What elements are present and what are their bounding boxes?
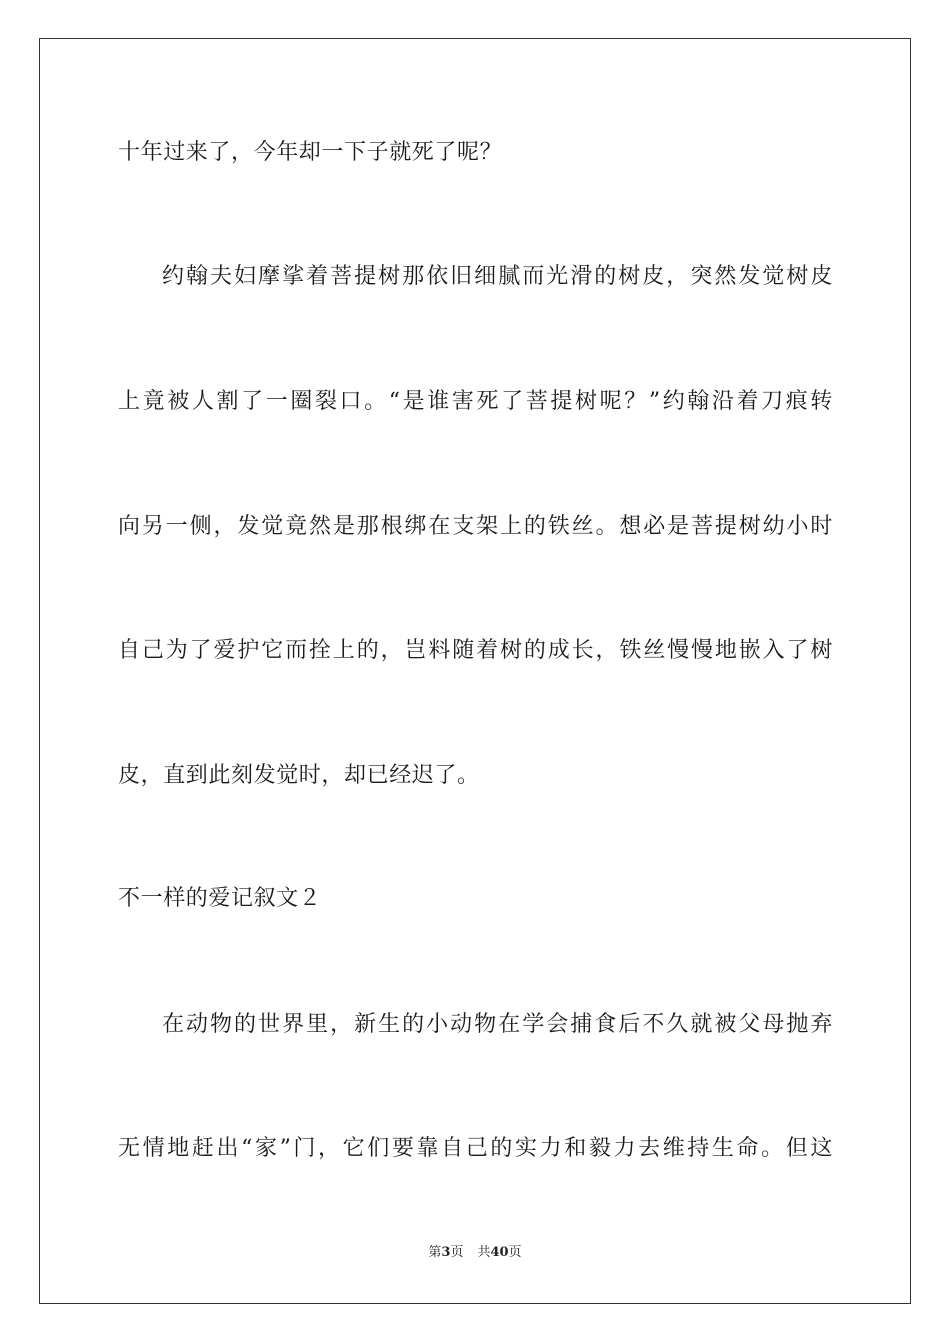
paragraph-1-line-1: 约翰夫妇摩挲着菩提树那依旧细腻而光滑的树皮，突然发觉树皮: [162, 264, 833, 289]
total-pages: 40: [490, 1245, 509, 1260]
paragraph-1-line-2: 上竟被人割了一圈裂口。“是谁害死了菩提树呢？”约翰沿着刀痕转: [118, 389, 833, 414]
page-number: 3: [441, 1245, 451, 1260]
section-heading: 不一样的爱记叙文２: [118, 886, 322, 911]
paragraph-2-line-2: 无情地赶出“家”门，它们要靠自己的实力和毅力去维持生命。但这: [118, 1136, 833, 1161]
paragraph-1-line-4: 自己为了爱护它而拴上的，岂料随着树的成长，铁丝慢慢地嵌入了树: [118, 638, 833, 663]
paragraph-1-line-3: 向另一侧，发觉竟然是那根绑在支架上的铁丝。想必是菩提树幼小时: [118, 514, 833, 539]
paragraph-2-line-1: 在动物的世界里，新生的小动物在学会捕食后不久就被父母抛弃: [162, 1012, 833, 1037]
text-line-1: 十年过来了，今年却一下子就死了呢？: [118, 140, 503, 165]
page-border: [39, 38, 911, 1304]
page-prefix: 第: [428, 1245, 442, 1260]
total-suffix: 页: [508, 1245, 522, 1260]
page-footer: [0, 1244, 950, 1262]
total-prefix: 共: [477, 1245, 491, 1260]
paragraph-1-line-5: 皮，直到此刻发觉时，却已经迟了。: [118, 763, 480, 788]
page-suffix: 页: [450, 1245, 464, 1260]
